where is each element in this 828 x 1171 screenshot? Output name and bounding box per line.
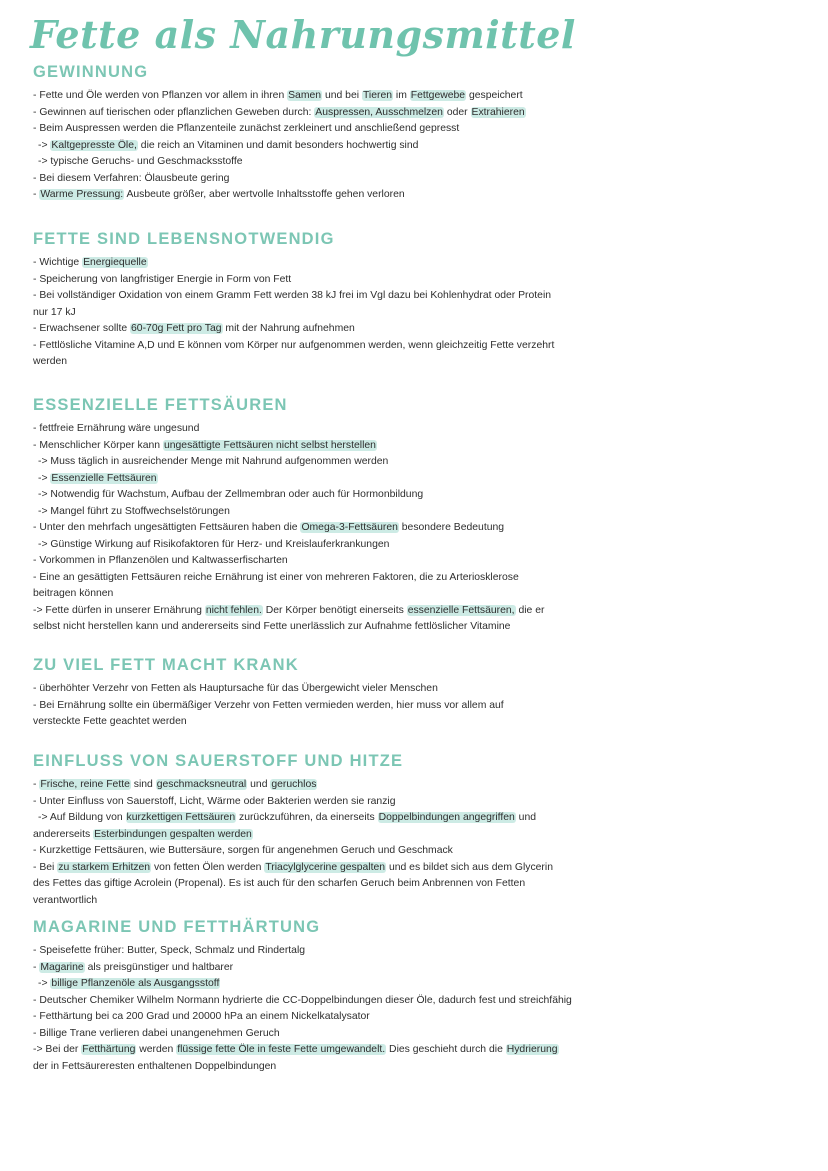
text-run: - Bei [33,861,58,873]
text-line [33,272,813,289]
text-run: gespeichert [466,90,523,101]
text-run: -> [38,139,51,151]
highlighted-text: Esterbindungen gespalten werden [94,828,252,840]
text-run: - Vorkommen in Pflanzenölen und Kaltwasserfischarten [33,555,288,566]
highlighted-text: essenzielle Fettsäuren, [407,604,515,616]
text-line [33,138,813,155]
section-magarine [33,917,813,1075]
text-run: die er [515,604,545,616]
text-run: sind [130,779,156,790]
text-run: - Unter den mehrfach ungesättigten Fettsäuren haben die [33,522,301,533]
text-run: - Wichtige [33,257,83,268]
highlighted-text: Auspressen, Ausschmelzen [315,106,443,118]
text-line [33,105,813,122]
highlighted-text: Fettgewebe [410,90,466,101]
section-heading: ZU VIEL FETT MACHT KRANK [33,656,299,674]
text-run: - Eine an gesättigten Fettsäuren reiche Ernährung ist einer von mehreren Faktoren, die zu Arteriosklerose [33,571,519,583]
section-essenzielle [33,395,813,636]
text-line [33,121,813,138]
text-line [33,1009,813,1026]
highlighted-text: Hydrierung [506,1044,558,1055]
highlighted-text: geruchlos [271,779,317,790]
text-run: werden [33,356,68,367]
text-run: und es bildet sich aus dem Glycerin [386,861,553,873]
section-heading: MAGARINE UND FETTHÄRTUNG [33,918,321,936]
text-line [33,827,813,844]
text-run: verantwortlich [33,894,98,906]
text-run: - Erwachsener sollte [33,323,131,334]
text-run: und [515,812,537,823]
text-run: werden [136,1044,177,1055]
text-run: - Fettlösliche Vitamine A,D und E können vom Körper nur aufgenommen werden, wenn gleichzeitig Fette verzehrt [33,339,555,351]
section-heading: ESSENZIELLE FETTSÄUREN [33,396,288,414]
text-line [33,843,813,860]
text-line [33,454,813,471]
highlighted-text: Doppelbindungen angegriffen [378,812,515,823]
text-run: - Billige Trane verlieren dabei unangenehmen Geruch [33,1027,280,1039]
text-line [33,698,813,715]
text-run: - Speisefette früher: Butter, Speck, Schmalz und Rindertalg [33,945,306,956]
text-run: von fetten Ölen werden [151,861,265,873]
text-line [33,305,813,322]
text-run: - Gewinnen auf tierischen oder pflanzlichen Geweben durch: [33,106,315,118]
text-run: beitragen können [33,588,114,599]
text-run: besondere Bedeutung [398,522,505,533]
highlighted-text: kurzkettigen Fettsäuren [126,812,236,823]
highlighted-text: nicht fehlen. [205,604,262,616]
highlighted-text: Extrahieren [471,106,525,118]
text-line [33,88,813,105]
text-run: Der Körper benötigt einerseits [262,604,407,616]
text-run: -> Fette dürfen in unserer Ernährung [33,604,205,616]
highlighted-text: Magarine [40,961,84,973]
text-line [33,810,813,827]
text-line [33,586,813,603]
highlighted-text: Energiequelle [83,257,147,268]
text-run: -> Mangel führt zu Stoffwechselstörungen [38,505,230,517]
highlighted-text: Kaltgepresste Öle, [51,139,137,151]
text-run: - Fette und Öle werden von Pflanzen vor allem in ihren [33,90,288,101]
text-line [33,960,813,977]
section-gewinnung [33,62,813,204]
page-title: Fette als Nahrungsmittel [30,12,576,57]
text-line [33,1059,813,1076]
text-line [33,354,813,371]
text-line [33,421,813,438]
highlighted-text: Frische, reine Fette [40,779,130,790]
text-run: -> Muss täglich in ausreichender Menge mit Nahrund aufgenommen werden [38,456,389,467]
text-run: die reich an Vitaminen und damit besonders hochwertig sind [137,139,419,151]
text-line [33,187,813,204]
text-run: nur 17 kJ [33,306,76,318]
highlighted-text: geschmacksneutral [156,779,247,790]
text-line [33,154,813,171]
section-lebensnotwendig [33,229,813,371]
text-run: -> Bei der [33,1044,82,1055]
text-run: - Fetthärtung bei ca 200 Grad und 20000 hPa an einem Nickelkatalysator [33,1011,370,1022]
text-line [33,876,813,893]
text-run: - [33,779,40,790]
text-run: -> [38,978,51,989]
text-run: oder [443,106,471,118]
text-run: - Deutscher Chemiker Wilhelm Normann hydrierte die CC-Doppelbindungen dieser Öle, dadurch fest und streichfähig [33,994,572,1006]
text-line [33,943,813,960]
text-line [33,777,813,794]
text-line [33,321,813,338]
section-heading: GEWINNUNG [33,63,149,81]
text-line [33,255,813,272]
text-run: -> typische Geruchs- und Geschmacksstoffe [38,156,243,167]
text-run: im [393,90,410,101]
text-line [33,1042,813,1059]
highlighted-text: Triacylglycerine gespalten [265,861,386,873]
text-run: -> Günstige Wirkung auf Risikofaktoren für Herz- und Kreislauferkrankungen [38,538,390,550]
text-line [33,570,813,587]
text-line [33,171,813,188]
text-run: -> Notwendig für Wachstum, Aufbau der Zellmembran oder auch für Hormonbildung [38,489,424,500]
text-line [33,603,813,620]
text-run: Ausbeute größer, aber wertvolle Inhaltsstoffe gehen verloren [124,189,405,200]
text-run: - Beim Auspressen werden die Pflanzenteile zunächst zerkleinert und anschließend gepresst [33,123,460,134]
highlighted-text: ungesättigte Fettsäuren nicht selbst herstellen [163,439,376,451]
text-run: - Kurzkettige Fettsäuren, wie Buttersäure, sorgen für angenehmen Geruch und Geschmack [33,845,453,856]
text-line [33,288,813,305]
text-line [33,438,813,455]
highlighted-text: flüssige fette Öle in feste Fette umgewandelt. [177,1044,386,1055]
text-run: - Speicherung von langfristiger Energie in Form von Fett [33,273,292,285]
text-run: mit der Nahrung aufnehmen [222,323,355,334]
text-run: - [33,189,40,200]
text-run: - fettfreie Ernährung wäre ungesund [33,423,200,434]
text-run: -> [38,472,51,484]
section-heading: EINFLUSS VON SAUERSTOFF UND HITZE [33,752,404,770]
text-line [33,471,813,488]
text-run: - Bei diesem Verfahren: Ölausbeute gering [33,172,230,184]
text-line [33,537,813,554]
text-run: versteckte Fette geachtet werden [33,716,187,727]
text-run: Dies geschieht durch die [386,1044,506,1055]
text-run: -> Auf Bildung von [38,812,126,823]
text-run: - Bei Ernährung sollte ein übermäßiger Verzehr von Fetten vermieden werden, hier muss vor allem auf [33,699,504,711]
text-line [33,619,813,636]
highlighted-text: Tieren [362,90,393,101]
text-run: - Bei vollständiger Oxidation von einem Gramm Fett werden 38 kJ frei im Vgl dazu bei Kohlenhydrat oder Protein [33,290,552,301]
section-heading: FETTE SIND LEBENSNOTWENDIG [33,230,335,248]
text-line [33,860,813,877]
text-line [33,681,813,698]
text-run: - Unter Einfluss von Sauerstoff, Licht, Wärme oder Bakterien werden sie ranzig [33,795,396,807]
text-line [33,504,813,521]
text-line [33,976,813,993]
text-line [33,338,813,355]
text-run: und [247,779,271,790]
text-line [33,714,813,731]
highlighted-text: Fetthärtung [82,1044,136,1055]
highlighted-text: Warme Pressung: [40,189,124,200]
text-line [33,487,813,504]
text-run: als preisgünstiger und haltbarer [84,961,234,973]
text-run: der in Fettsäureresten enthaltenen Doppelbindungen [33,1060,277,1072]
highlighted-text: Samen [288,90,322,101]
text-run: - [33,961,40,973]
section-krank [33,655,813,731]
text-run: andererseits [33,828,94,840]
text-run: selbst nicht herstellen kann und andererseits sind Fette unerlässlich zur Aufnahme fettlöslicher Vitamine [33,621,511,632]
text-run: - überhöhter Verzehr von Fetten als Hauptursache für das Übergewicht vieler Menschen [33,683,438,694]
text-line [33,1026,813,1043]
text-run: zurückzuführen, da einerseits [236,812,378,823]
text-line [33,993,813,1010]
highlighted-text: 60-70g Fett pro Tag [131,323,222,334]
text-line [33,893,813,910]
highlighted-text: Essenzielle Fettsäuren [51,472,157,484]
highlighted-text: zu starkem Erhitzen [58,861,151,873]
text-run: des Fettes das giftige Acrolein (Propenal). Es ist auch für den scharfen Geruch beim Anbrennen von Fetten [33,878,526,889]
text-line [33,553,813,570]
text-line [33,520,813,537]
text-run: und bei [322,90,362,101]
highlighted-text: billige Pflanzenöle als Ausgangsstoff [51,978,220,989]
text-run: - Menschlicher Körper kann [33,439,163,451]
section-einfluss [33,751,813,909]
text-line [33,794,813,811]
highlighted-text: Omega-3-Fettsäuren [301,522,398,533]
